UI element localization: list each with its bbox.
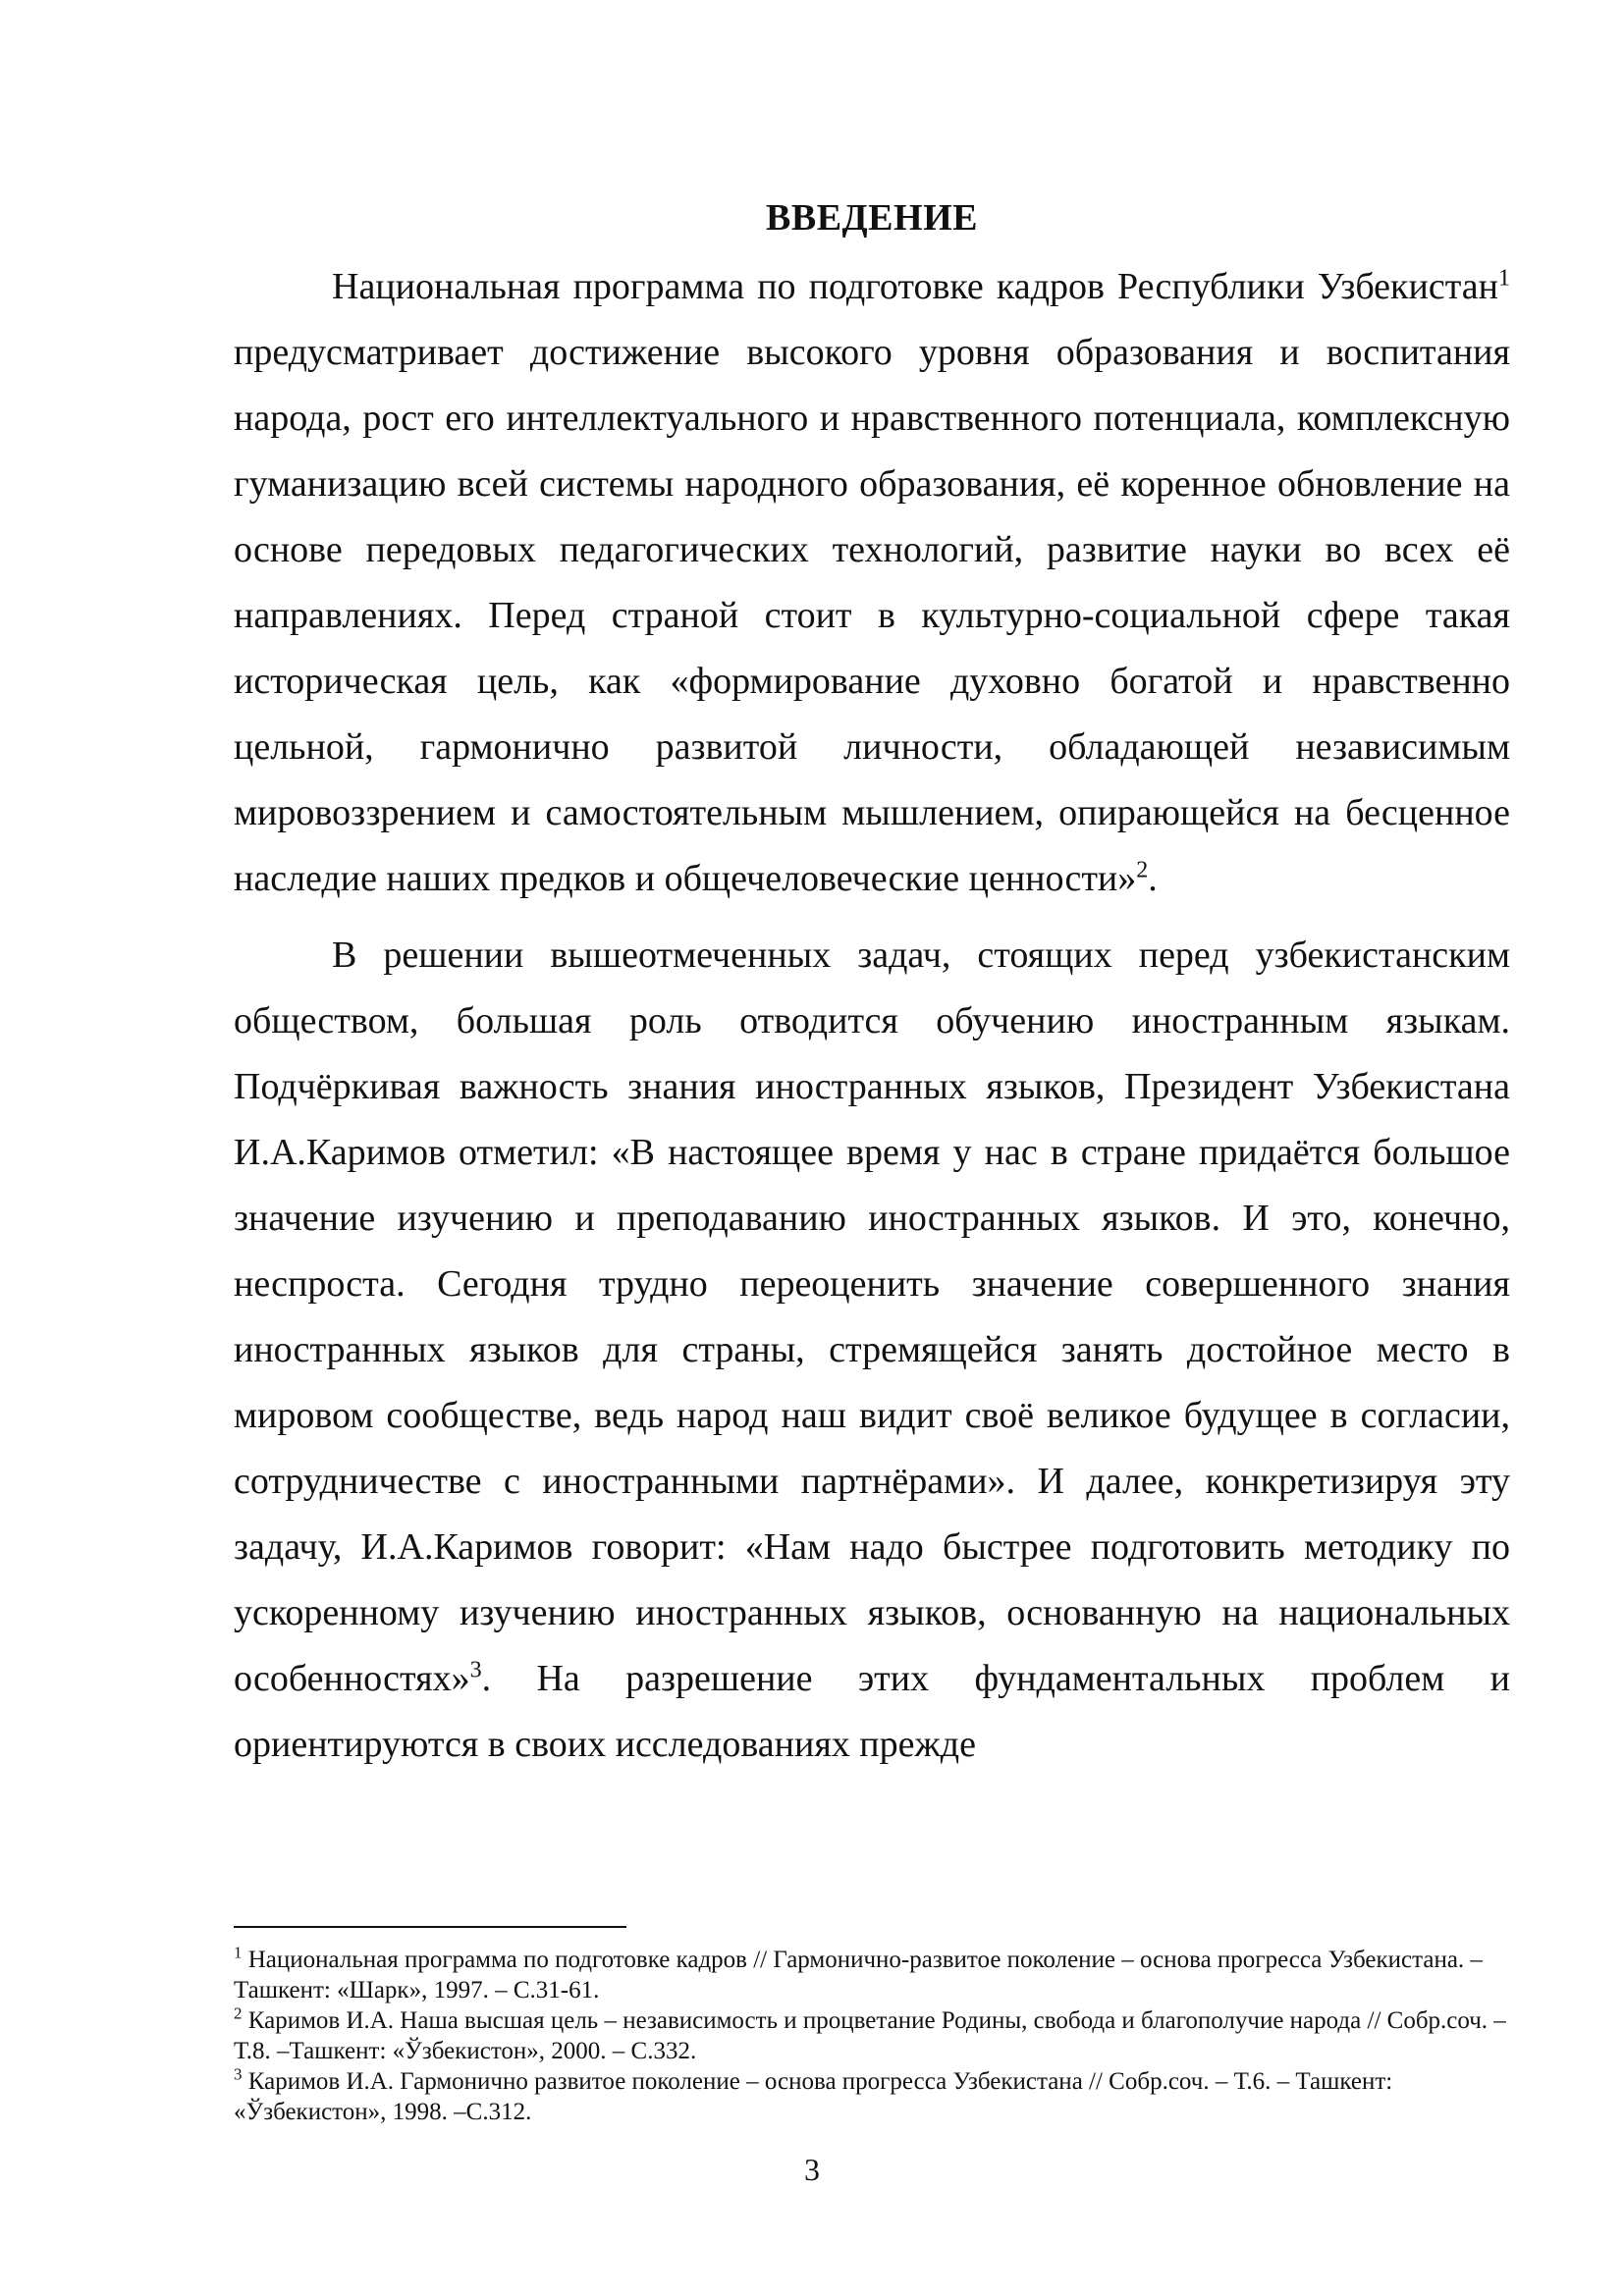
footnote-mark: 2 — [234, 2003, 243, 2023]
footnote-mark: 1 — [234, 1943, 243, 1962]
paragraph-1 — [234, 254, 1510, 912]
footnote-mark: 3 — [234, 2064, 243, 2084]
footnote-separator — [234, 1926, 626, 1928]
footnotes — [234, 1945, 1510, 2127]
body-text — [234, 254, 1510, 1778]
footnote-text: Каримов И.А. Гармонично развитое поколение – основа прогресса Узбекистана // Собр.соч. – Т.6. – Ташкент: «Ўзбекистон», 1998. –С.312. — [234, 2068, 1393, 2125]
paragraph-text: . На разрешение этих фундаментальных проблем и ориентируются в своих исследованиях прежде — [234, 1658, 1510, 1765]
paragraph-text: . — [1148, 858, 1158, 899]
footnote-text: Национальная программа по подготовке кадров // Гармонично-развитое поколение – основа прогресса Узбекистана. –Ташкент: «Шарк», 1997. – С.31-61. — [234, 1947, 1483, 2003]
paragraph-2 — [234, 923, 1510, 1778]
footnote-text: Каримов И.А. Наша высшая цель – независимость и процветание Родины, свобода и благополучие народа // Собр.соч. – Т.8. –Ташкент: «Ўзбекистон», 2000. – С.332. — [234, 2007, 1506, 2064]
footnote-2 — [234, 2005, 1510, 2066]
page-heading: ВВЕДЕНИЕ — [766, 197, 978, 239]
page-number: 3 — [804, 2152, 820, 2187]
paragraph-text: предусматривает достижение высокого уровня образования и воспитания народа, рост его интеллектуального и нравственного потенциала, комплексную гуманизацию всей системы народного образования, её коренное обновление на основе передовых педагогических технологий, развитие науки во всех её направлениях. Перед страной стоит в культурно-социальной сфере такая историческая цель, как «формирование духовно богатой и нравственно цельной, гармонично развитой личности, обладающей независимым мировоззрением и самостоятельным мышлением, опирающейся на бесценное наследие наших предков и общечеловеческие ценности» — [234, 332, 1510, 899]
paragraph-text: В решении вышеотмеченных задач, стоящих перед узбекистанским обществом, большая роль отводится обучению иностранным языкам. Подчёркивая важность знания иностранных языков, Президент Узбекистана И.А.Каримов отметил: «В настоящее время у нас в стране придаётся большое значение изучению и преподаванию иностранных языков. И это, конечно, неспроста. Сегодня трудно переоценить значение совершенного знания иностранных языков для страны, стремящейся занять достойное место в мировом сообществе, ведь народ наш видит своё великое будущее в согласии, сотрудничестве с иностранными партнёрами». И далее, конкретизируя эту задачу, И.А.Каримов говорит: «Нам надо быстрее подготовить методику по ускоренному изучению иностранных языков, основанную на национальных особенностях» — [234, 934, 1510, 1699]
footnote-ref-3: 3 — [469, 1657, 482, 1683]
footnote-3 — [234, 2066, 1510, 2127]
paragraph-text: Национальная программа по подготовке кадров Республики Узбекистан — [332, 266, 1498, 307]
footnote-ref-2: 2 — [1136, 857, 1149, 883]
footnote-1 — [234, 1945, 1510, 2005]
footnote-ref-1: 1 — [1498, 265, 1510, 292]
